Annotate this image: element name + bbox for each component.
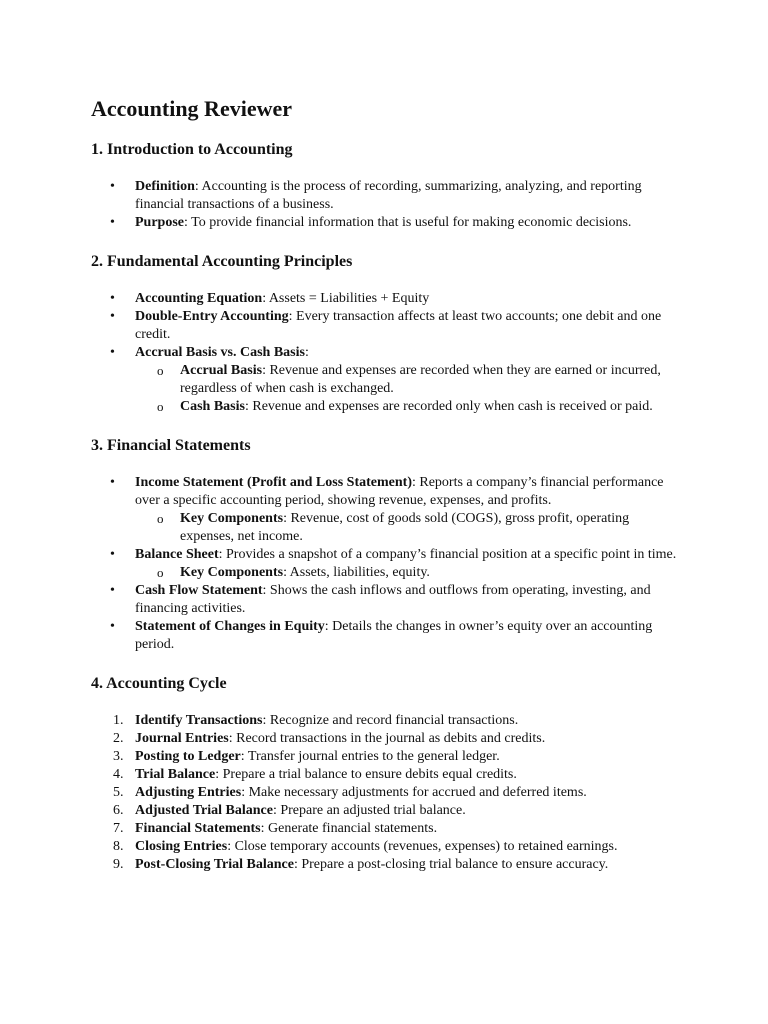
circle-bullet-icon: o: [157, 511, 164, 526]
list-item: [91, 582, 680, 618]
item-number: 8.: [113, 839, 124, 854]
description: : Provides a snapshot of a company’s financial position at a specific point in time.: [218, 547, 677, 562]
term: Purpose: [135, 215, 184, 230]
section-financial-statements: [91, 436, 691, 654]
section-heading: 1. Introduction to Accounting: [91, 141, 293, 158]
list-item: [91, 838, 680, 856]
list-item: [91, 712, 680, 730]
description: : Transfer journal entries to the general ledger.: [240, 749, 500, 764]
description: : Every transaction affects at least two accounts; one debit and one credit.: [135, 309, 662, 342]
bullet-icon: •: [110, 345, 115, 360]
bullet-icon: •: [110, 583, 115, 598]
list-item: [91, 214, 680, 232]
list-item: [91, 784, 680, 802]
description: : Revenue and expenses are recorded when they are earned or incurred, regardless of when cash is exchanged.: [180, 363, 661, 396]
bullet-icon: •: [110, 179, 115, 194]
term: Double-Entry Accounting: [135, 309, 289, 324]
circle-bullet-icon: o: [157, 399, 164, 414]
term: Accounting Equation: [135, 291, 263, 306]
bullet-icon: •: [110, 619, 115, 634]
sub-list: [135, 510, 680, 546]
list-item: [91, 820, 680, 838]
description: : Assets, liabilities, equity.: [283, 565, 430, 580]
bullet-list: [91, 178, 691, 232]
section-accounting-cycle: [91, 674, 691, 874]
section-introduction: [91, 140, 691, 232]
term: Cash Flow Statement: [135, 583, 263, 598]
list-item: [91, 766, 680, 784]
term: Financial Statements: [135, 821, 261, 836]
bullet-icon: •: [110, 215, 115, 230]
bullet-icon: •: [110, 547, 115, 562]
item-number: 4.: [113, 767, 124, 782]
description: :: [304, 345, 309, 360]
sub-list-item: [135, 564, 680, 582]
item-number: 6.: [113, 803, 124, 818]
sub-list-item: [135, 398, 680, 416]
term: Identify Transactions: [135, 713, 263, 728]
item-number: 3.: [113, 749, 124, 764]
page-title: Accounting Reviewer: [91, 96, 293, 121]
list-item: [91, 748, 680, 766]
term: Key Components: [180, 511, 284, 526]
term: Statement of Changes in Equity: [135, 619, 325, 634]
description: : Recognize and record financial transactions.: [262, 713, 519, 728]
list-item: [91, 308, 680, 344]
description: : Reports a company’s financial performance over a specific accounting period, showing revenue, expenses, and profits.: [135, 475, 664, 508]
section-heading: 2. Fundamental Accounting Principles: [91, 253, 353, 270]
description: : Close temporary accounts (revenues, expenses) to retained earnings.: [227, 839, 618, 854]
numbered-list: [91, 712, 691, 874]
description: : Shows the cash inflows and outflows from operating, investing, and financing activities.: [135, 583, 651, 616]
list-item: [91, 618, 680, 654]
item-number: 2.: [113, 731, 124, 746]
description: : Revenue, cost of goods sold (COGS), gross profit, operating expenses, net income.: [180, 511, 630, 544]
term: Balance Sheet: [135, 547, 219, 562]
term: Journal Entries: [135, 731, 229, 746]
item-number: 5.: [113, 785, 124, 800]
section-principles: [91, 252, 691, 416]
list-item: [91, 474, 680, 546]
description: : Assets = Liabilities + Equity: [262, 291, 430, 306]
sub-list: [135, 362, 680, 416]
description: : Record transactions in the journal as debits and credits.: [228, 731, 546, 746]
description: : Accounting is the process of recording, summarizing, analyzing, and reporting financial transactions of a business.: [135, 179, 642, 212]
description: : Prepare an adjusted trial balance.: [272, 803, 466, 818]
bullet-list: [91, 474, 691, 654]
list-item: [91, 730, 680, 748]
description: : Revenue and expenses are recorded only when cash is received or paid.: [244, 399, 653, 414]
term: Closing Entries: [135, 839, 228, 854]
description: : Details the changes in owner’s equity over an accounting period.: [135, 619, 653, 652]
term: Definition: [135, 179, 195, 194]
sub-list-item: [135, 510, 680, 546]
description: : Prepare a trial balance to ensure debits equal credits.: [215, 767, 517, 782]
term: Accrual Basis vs. Cash Basis: [135, 345, 305, 360]
term: Adjusted Trial Balance: [135, 803, 273, 818]
term: Key Components: [180, 565, 284, 580]
term: Adjusting Entries: [135, 785, 242, 800]
bullet-icon: •: [110, 475, 115, 490]
list-item: [91, 856, 680, 874]
circle-bullet-icon: o: [157, 565, 164, 580]
list-item: [91, 546, 680, 582]
description: : Prepare a post-closing trial balance to ensure accuracy.: [293, 857, 609, 872]
document-page: [91, 96, 691, 894]
bullet-list: [91, 290, 691, 416]
term: Posting to Ledger: [135, 749, 241, 764]
item-number: 7.: [113, 821, 124, 836]
circle-bullet-icon: o: [157, 363, 164, 378]
term: Cash Basis: [180, 399, 245, 414]
list-item: [91, 344, 680, 416]
term: Income Statement (Profit and Loss Statement): [135, 475, 412, 490]
sub-list: [135, 564, 680, 582]
list-item: [91, 802, 680, 820]
term: Accrual Basis: [180, 363, 263, 378]
item-number: 9.: [113, 857, 124, 872]
sub-list-item: [135, 362, 680, 398]
description: : To provide financial information that is useful for making economic decisions.: [184, 215, 632, 230]
bullet-icon: •: [110, 291, 115, 306]
item-number: 1.: [113, 713, 124, 728]
term: Trial Balance: [135, 767, 216, 782]
list-item: [91, 290, 680, 308]
bullet-icon: •: [110, 309, 115, 324]
section-heading: 3. Financial Statements: [91, 437, 251, 454]
description: : Make necessary adjustments for accrued and deferred items.: [241, 785, 587, 800]
section-heading: 4. Accounting Cycle: [91, 675, 227, 692]
term: Post-Closing Trial Balance: [135, 857, 294, 872]
description: : Generate financial statements.: [260, 821, 438, 836]
list-item: [91, 178, 680, 214]
